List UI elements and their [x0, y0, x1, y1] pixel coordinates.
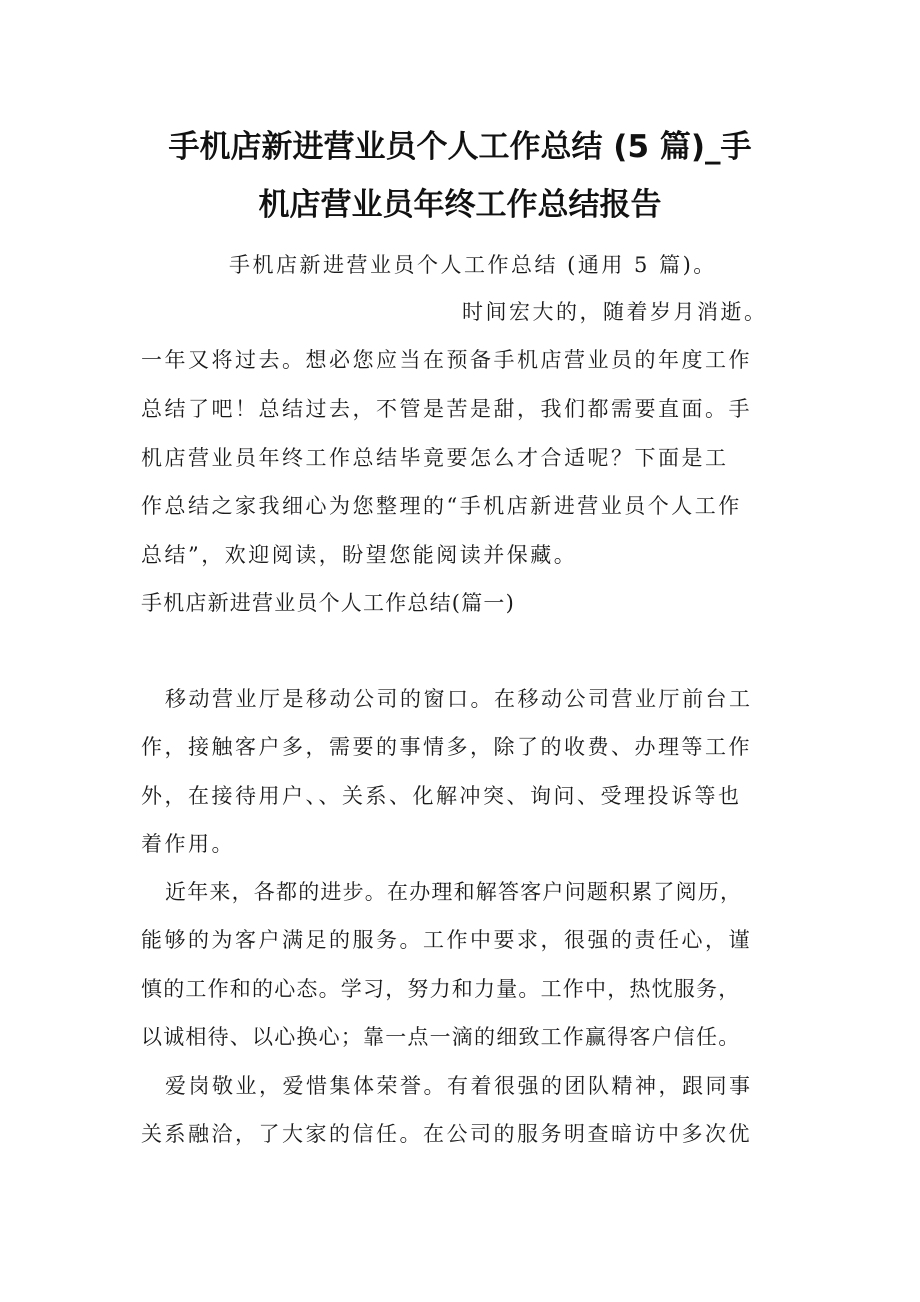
- intro-line: 一年又将过去。想必您应当在预备手机店营业员的年度工作: [141, 348, 752, 372]
- body-line: 近年来，各都的进步。在办理和解答客户问题积累了阅历，: [165, 880, 743, 904]
- intro-line: 作总结之家我细心为您整理的“手机店新进营业员个人工作: [141, 494, 742, 518]
- intro-line: 机店营业员年终工作总结毕竟要怎么才合适呢？下面是工: [141, 446, 729, 470]
- body-line: 爱岗敬业，爱惜集体荣誉。有着很强的团队精神，跟同事: [165, 1074, 753, 1098]
- title-line-1: 手机店新进营业员个人工作总结 (5 篇)_手: [168, 129, 752, 165]
- body-line: 着作用。: [141, 832, 235, 856]
- body-line: 作，接触客户多，需要的事情多，除了的收费、办理等工作: [141, 735, 752, 759]
- body-line: 移动营业厅是移动公司的窗口。在移动公司营业厅前台工: [165, 687, 753, 711]
- document-title: [120, 118, 800, 234]
- body-line: 关系融洽，了大家的信任。在公司的服务明查暗访中多次优: [141, 1122, 752, 1146]
- intro-line: 总结”，欢迎阅读，盼望您能阅读并保藏。: [141, 543, 578, 567]
- body-line: 外，在接待用户、、关系、化解冲突、询问、受理投诉等也: [141, 784, 742, 808]
- intro-line: 总结了吧！总结过去，不管是苦是甜，我们都需要直面。手: [141, 397, 752, 421]
- body-line: 以诚相待、以心换心；靠一点一滴的细致工作赢得客户信任。: [141, 1025, 741, 1049]
- section-heading: 手机店新进营业员个人工作总结(篇一): [141, 591, 515, 615]
- title-line-2: 机店营业员年终工作总结报告: [258, 187, 662, 223]
- body-line: 能够的为客户满足的服务。工作中要求，很强的责任心，谨: [141, 928, 752, 952]
- body-line: 慎的工作和的心态。学习，努力和力量。工作中，热忱服务，: [141, 977, 741, 1001]
- intro-line: 时间宏大的，随着岁月消逝。: [462, 300, 768, 324]
- subtitle: 手机店新进营业员个人工作总结 (通用 5 篇)。: [229, 253, 717, 277]
